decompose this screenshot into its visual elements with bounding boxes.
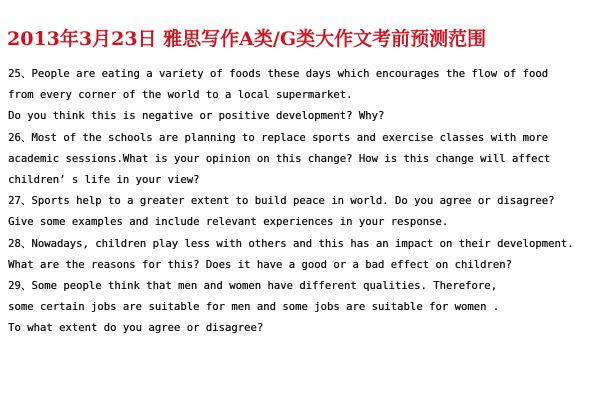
- question-25-line-2: from every corner of the world to a local supermarket.: [8, 89, 353, 102]
- question-28-line-2: What are the reasons for this? Does it have a good or a bad effect on children?: [8, 258, 512, 271]
- question-29-line-3: To what extent do you agree or disagree?: [8, 322, 264, 335]
- question-26-line-1: 26、Most of the schools are planning to replace sports and exercise classes with more: [8, 131, 548, 144]
- question-27-line-2: Give some examples and include relevant experiences in your response.: [8, 216, 449, 229]
- document-title: 2013年3月23日 雅思写作A类/G类大作文考前预测范围: [7, 28, 487, 50]
- question-26-line-3: children’ s life in your view?: [8, 173, 200, 186]
- question-27-line-1: 27、Sports help to a greater extent to build peace in world. Do you agree or disagree?: [8, 195, 555, 208]
- question-25-line-3: Do you think this is negative or positive development? Why?: [8, 110, 385, 123]
- question-25-line-1: 25、People are eating a variety of foods these days which encourages the flow of food: [8, 68, 548, 80]
- question-29-line-1: 29、Some people think that men and women have different qualities. Therefore,: [8, 279, 497, 292]
- question-list: [8, 64, 598, 339]
- question-29-line-2: some certain jobs are suitable for men and some jobs are suitable for women .: [8, 301, 500, 314]
- question-26-line-2: academic sessions.What is your opinion on this change? How is this change will affect: [8, 152, 551, 165]
- question-28-line-1: 28、Nowadays, children play less with others and this has an impact on their development.: [8, 237, 574, 250]
